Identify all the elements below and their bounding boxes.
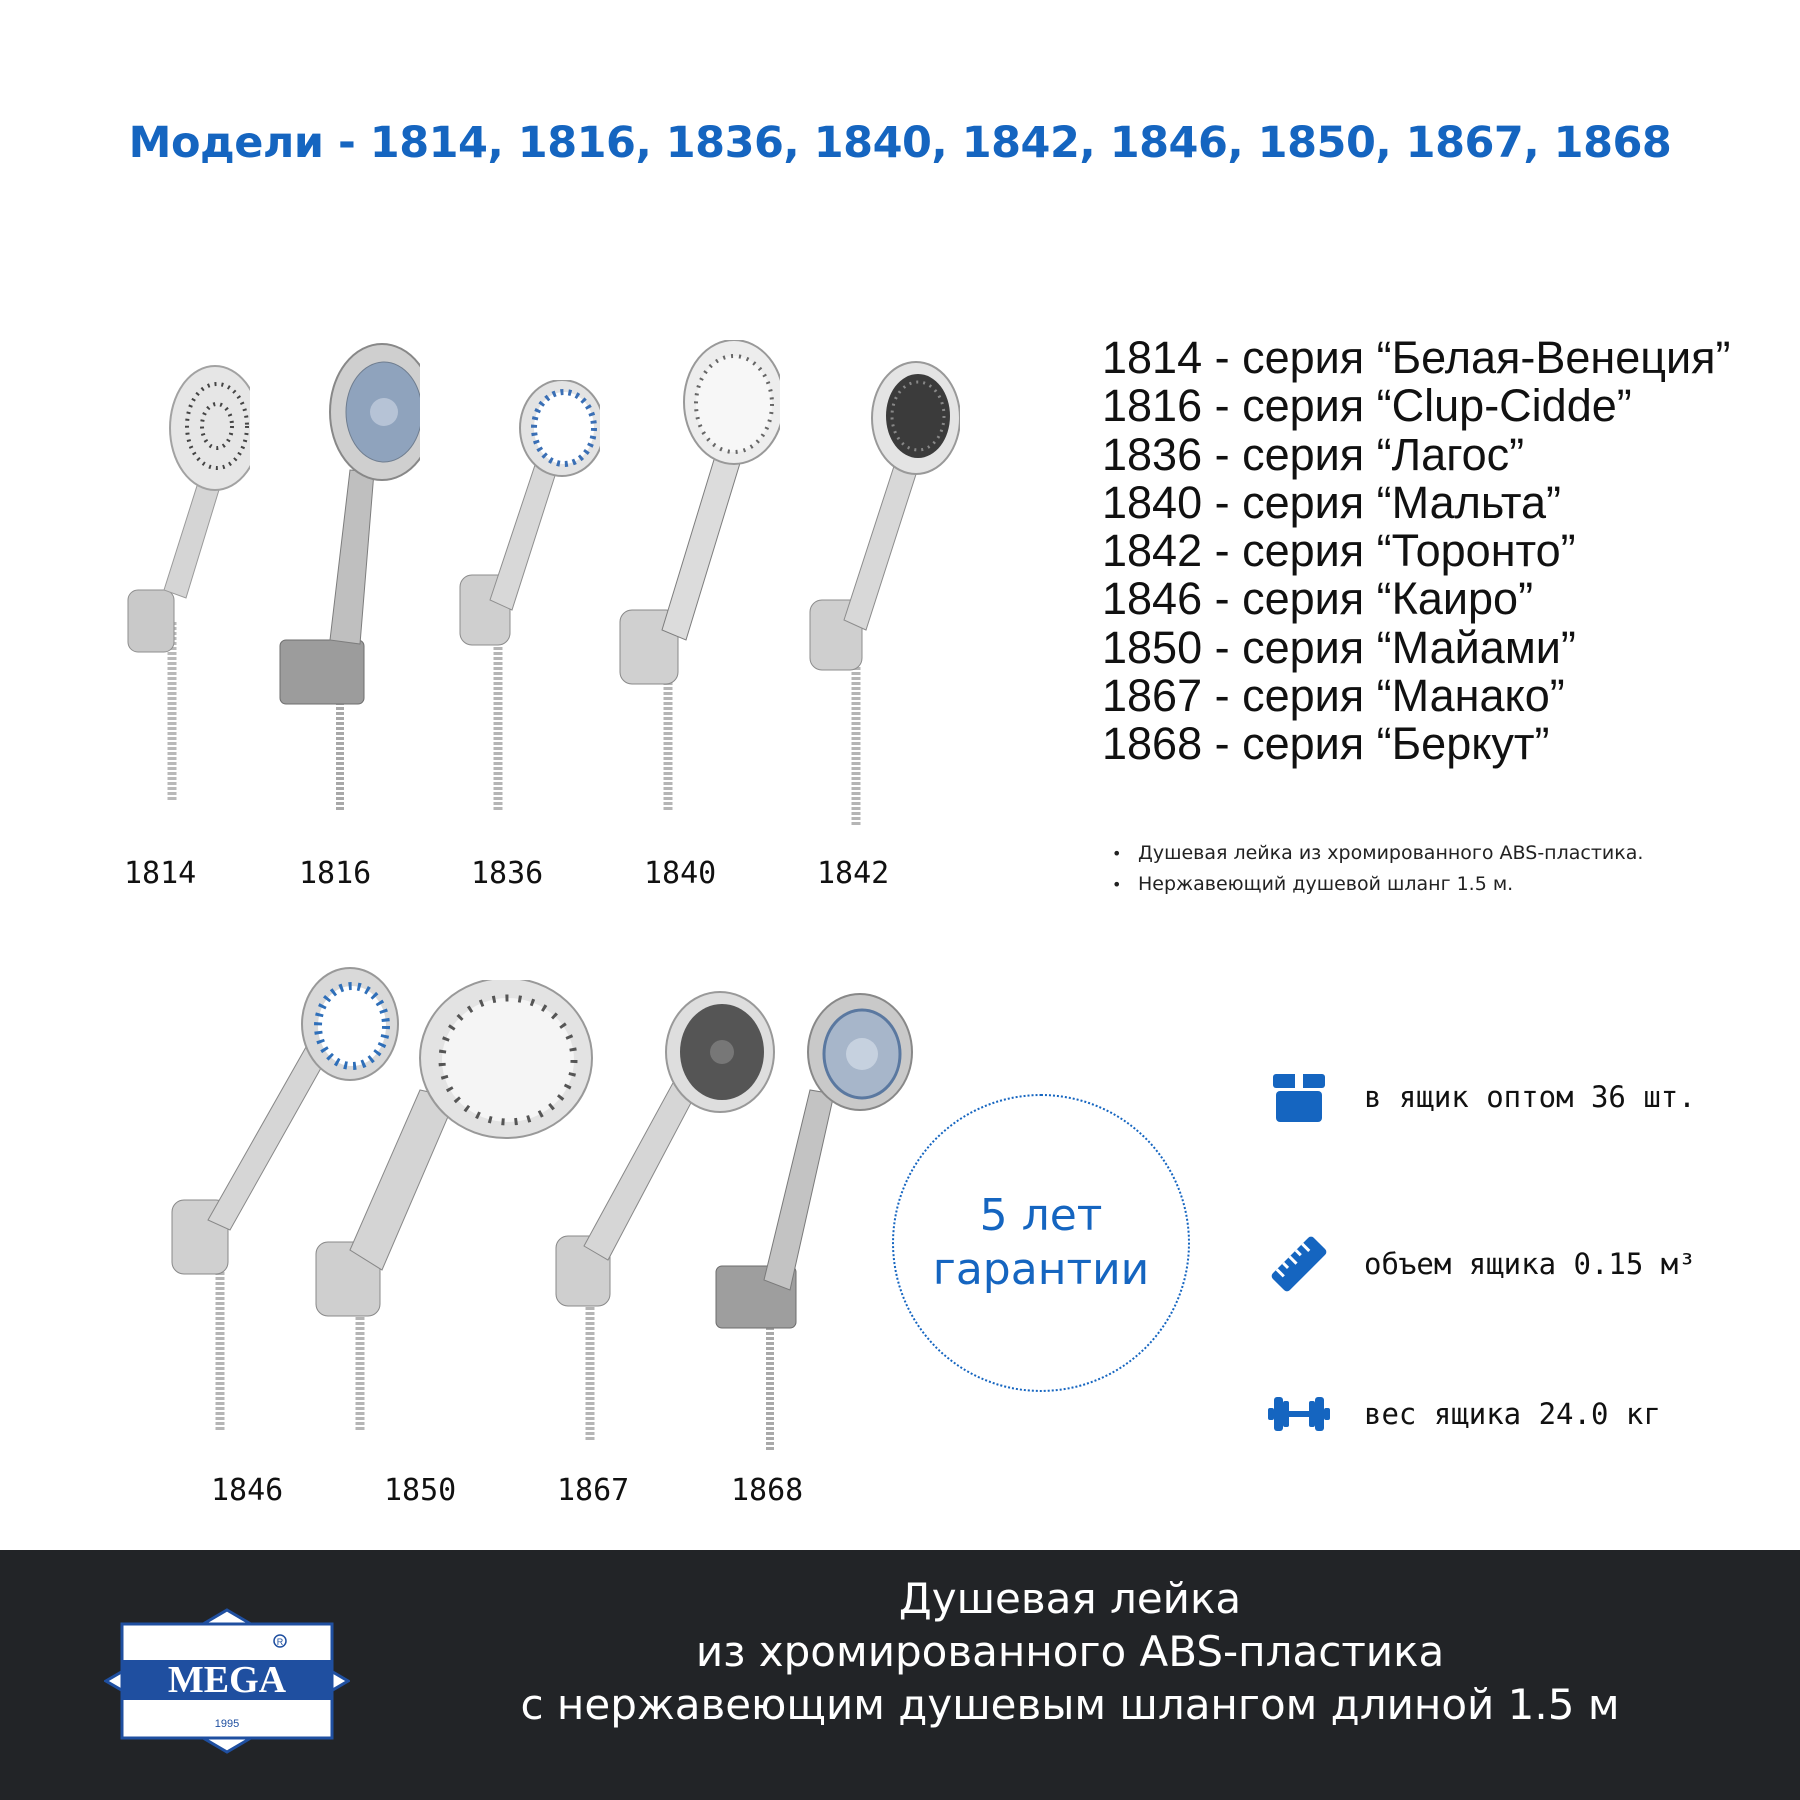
warranty-badge [892, 1094, 1190, 1392]
spec-quantity-text: в ящик оптом 36 шт. [1364, 1080, 1696, 1114]
model-label: 1816 [299, 856, 372, 891]
footer-line: из хромированного ABS-пластика [695, 1627, 1445, 1676]
feature-bullets [1112, 838, 1643, 900]
series-item: 1836 - серия “Лагос” [1102, 428, 1525, 480]
feature-bullet: • Душевая лейка из хромированного ABS-пластика. [1112, 838, 1643, 869]
warranty-label: гарантии [932, 1244, 1150, 1295]
warranty-years: 5 лет [979, 1190, 1103, 1241]
product-image-1836 [450, 380, 600, 820]
product-image-1814 [110, 360, 250, 820]
product-image-1816 [270, 340, 420, 820]
spec-weight [1268, 1383, 1661, 1445]
model-label: 1867 [557, 1473, 630, 1508]
dumbbell-icon [1268, 1383, 1330, 1445]
series-list [1102, 334, 1731, 769]
ruler-icon [1268, 1233, 1330, 1295]
logo-registered-mark: R [276, 1637, 284, 1647]
series-item: 1850 - серия “Майами” [1102, 621, 1576, 673]
page-title: Модели - 1814, 1816, 1836, 1840, 1842, 1846, 1850, 1867, 1868 [128, 118, 1672, 168]
series-item: 1842 - серия “Торонто” [1102, 525, 1576, 577]
spec-volume [1268, 1233, 1696, 1295]
mega-logo [104, 1608, 350, 1754]
model-label: 1846 [211, 1473, 284, 1508]
spec-quantity [1268, 1066, 1696, 1128]
feature-bullet: • Нержавеющий душевой шланг 1.5 м. [1112, 869, 1643, 900]
logo-brand: MEGA [167, 1659, 287, 1701]
footer-description [360, 1572, 1780, 1731]
spec-volume-text: объем ящика 0.15 м³ [1364, 1247, 1696, 1281]
footer-line: Душевая лейка [898, 1574, 1242, 1623]
model-label: 1814 [124, 856, 197, 891]
product-image-1840 [610, 340, 780, 820]
box-icon [1268, 1066, 1330, 1128]
model-label: 1850 [384, 1473, 457, 1508]
series-item: 1814 - серия “Белая-Венеция” [1102, 332, 1731, 383]
series-item: 1846 - серия “Каиро” [1102, 573, 1534, 625]
model-label: 1842 [817, 856, 890, 891]
series-item: 1868 - серия “Беркут” [1102, 718, 1550, 770]
model-label: 1840 [644, 856, 717, 891]
model-label: 1868 [731, 1473, 804, 1508]
series-item: 1867 - серия “Манако” [1102, 670, 1565, 722]
footer-banner [0, 1550, 1800, 1800]
series-item: 1840 - серия “Мальта” [1102, 476, 1561, 528]
spec-weight-text: вес ящика 24.0 кг [1364, 1397, 1661, 1431]
product-image-1842 [800, 360, 960, 830]
series-item: 1816 - серия “Clup-Cidde” [1102, 380, 1632, 432]
model-label: 1836 [471, 856, 544, 891]
footer-line: с нержавеющим душевым шлангом длиной 1.5 м [520, 1680, 1620, 1729]
logo-year: 1995 [214, 1718, 240, 1730]
